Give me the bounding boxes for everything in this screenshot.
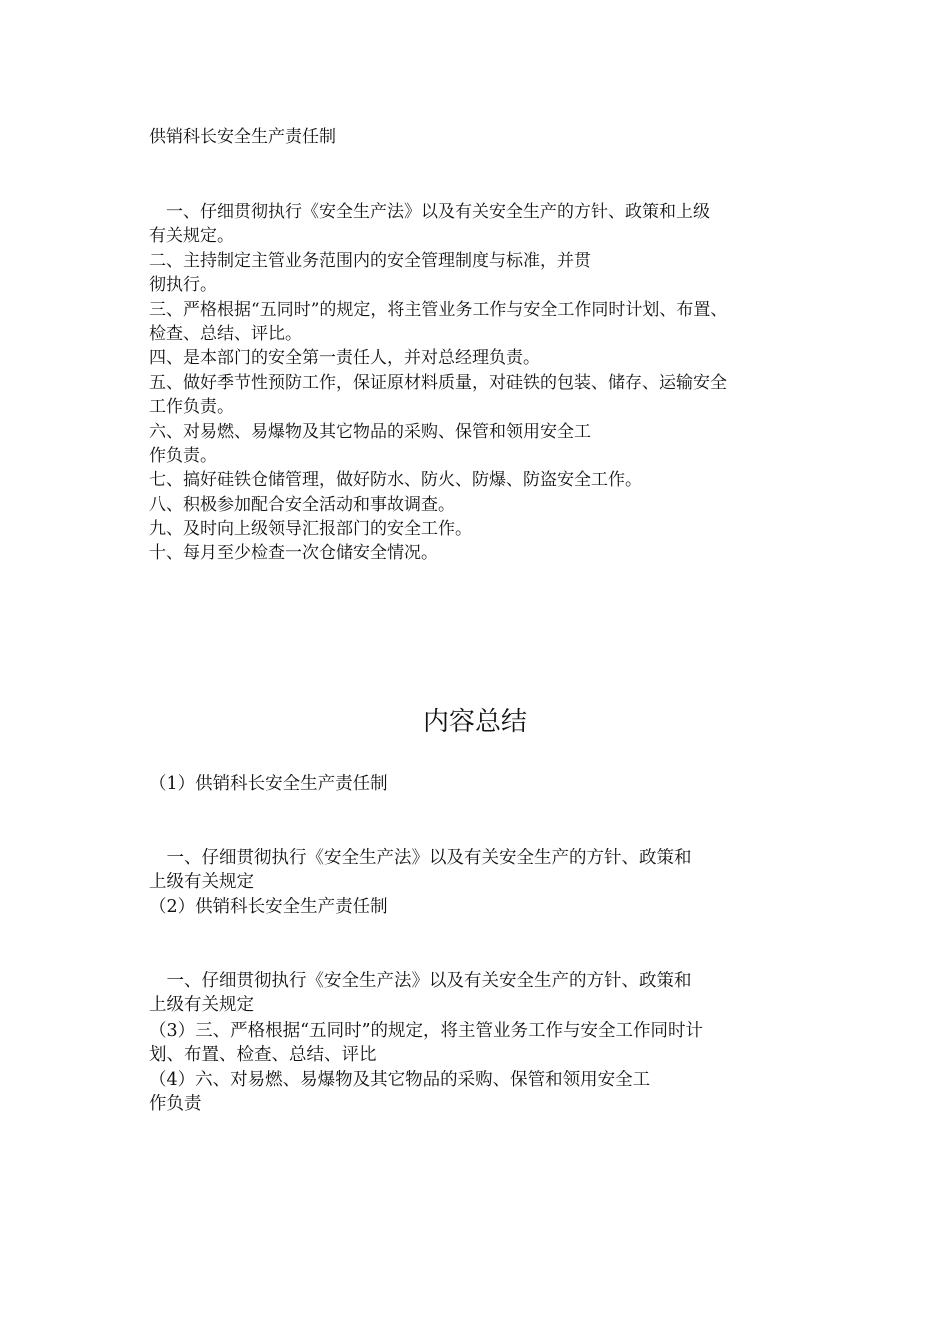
- summary-item-line: 一、仔细贯彻执行《安全生产法》以及有关安全生产的方针、政策和: [149, 847, 692, 868]
- summary-item-title: （1）供销科长安全生产责任制: [149, 774, 388, 794]
- summary-item-1: [149, 772, 692, 894]
- body-line: 五、做好季节性预防工作，保证原材料质量，对硅铁的包装、储存、运输安全: [149, 372, 727, 393]
- summary-item-line: 上级有关规定: [149, 994, 254, 1015]
- document-body: [149, 200, 727, 566]
- body-line: 七、搞好硅铁仓储管理，做好防水、防火、防爆、防盗安全工作。: [149, 470, 642, 491]
- summary-item-line: 上级有关规定: [149, 871, 254, 892]
- body-line: 有关规定。: [149, 226, 234, 247]
- body-line: 二、主持制定主管业务范围内的安全管理制度与标准，并贯: [149, 250, 591, 271]
- summary-item-line: 作负责: [149, 1094, 202, 1115]
- body-line: 彻执行。: [149, 275, 217, 296]
- summary-item-2: [149, 895, 692, 1017]
- body-line: 十、每月至少检查一次仓储安全情况。: [149, 543, 438, 564]
- body-line: 四、是本部门的安全第一责任人，并对总经理负责。: [149, 348, 540, 369]
- body-line: 九、及时向上级领导汇报部门的安全工作。: [149, 519, 472, 540]
- body-line: 一、仔细贯彻执行《安全生产法》以及有关安全生产的方针、政策和上级: [149, 202, 710, 222]
- body-line: 工作负责。: [149, 397, 234, 418]
- body-line: 检查、总结、评比。: [149, 323, 302, 344]
- body-line: 作负责。: [149, 445, 217, 466]
- summary-item-title: （2）供销科长安全生产责任制: [149, 897, 388, 917]
- summary-heading: 内容总结: [422, 707, 527, 737]
- body-line: 八、积极参加配合安全活动和事故调查。: [149, 494, 455, 515]
- summary-item-line: （3）三、严格根据“五同时”的规定，将主管业务工作与安全工作同时计: [149, 1021, 704, 1041]
- summary-item-3: [149, 1019, 703, 1068]
- document-title: 供销科长安全生产责任制: [149, 127, 336, 147]
- summary-item-line: （4）六、对易燃、易爆物及其它物品的采购、保管和领用安全工: [149, 1070, 651, 1090]
- body-line: 三、严格根据“五同时”的规定，将主管业务工作与安全工作同时计划、布置、: [149, 299, 728, 320]
- summary-item-4: [149, 1068, 650, 1117]
- summary-item-line: 划、布置、检查、总结、评比: [149, 1045, 377, 1066]
- body-line: 六、对易燃、易爆物及其它物品的采购、保管和领用安全工: [149, 421, 591, 442]
- summary-item-line: 一、仔细贯彻执行《安全生产法》以及有关安全生产的方针、政策和: [149, 970, 692, 991]
